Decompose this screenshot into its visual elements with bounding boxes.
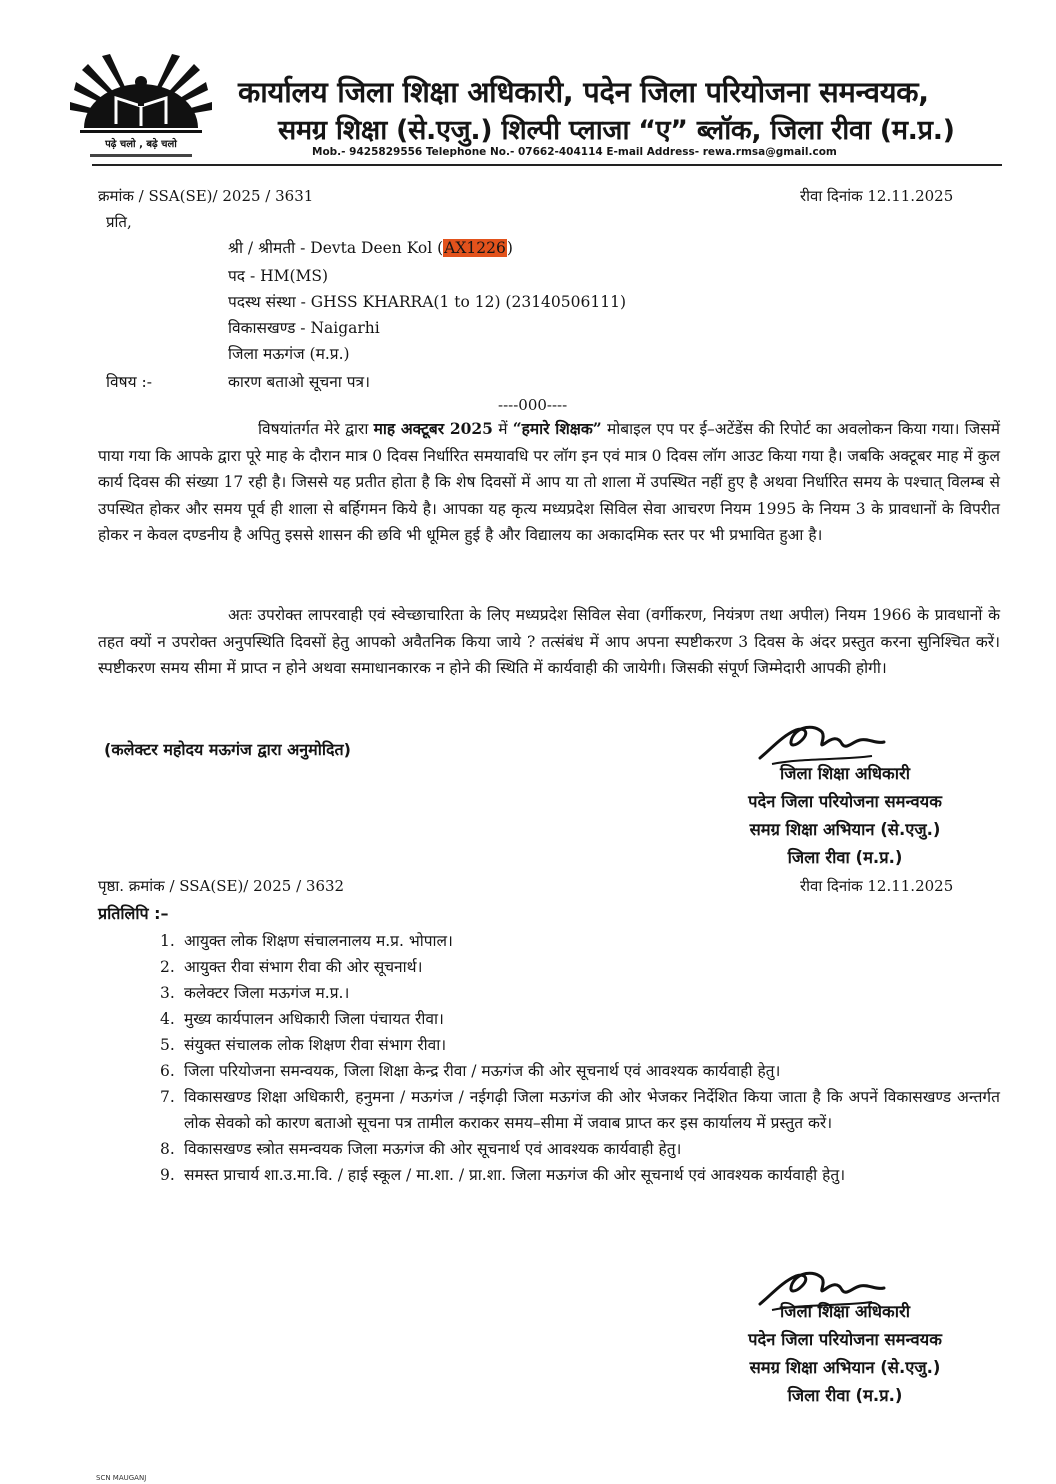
office-name-line2: समग्र शिक्षा (से.एजु.) शिल्पी प्लाजा “ए” ब्लॉक, जिला रीवा (म.प्र.) (278, 115, 955, 146)
letter-reference: क्रमांक / SSA(SE)/ 2025 / 3631 (98, 187, 314, 205)
to-label: प्रति, (106, 213, 132, 231)
office-name-line1: कार्यालय जिला शिक्षा अधिकारी, पदेन जिला परियोजना समन्वयक, (238, 75, 929, 109)
recipient-institution: पदस्थ संस्था - GHSS KHARRA(1 to 12) (23140506111) (228, 293, 627, 311)
recipient-block: विकासखण्ड - Naigarhi (228, 319, 380, 337)
office-contact-line: Mob.- 9425829556 Telephone No.- 07662-404114 E-mail Address- rewa.rmsa@gmail.com (312, 146, 837, 158)
recipient-name: श्री / श्रीमती - Devta Deen Kol (AX1226) (228, 239, 513, 257)
list-item: 5. संयुक्त संचालक लोक शिक्षण रीवा संभाग रीवा। (160, 1036, 447, 1054)
subject-text: कारण बताओ सूचना पत्र। (228, 373, 370, 391)
employee-code: AX1226 (444, 239, 506, 257)
header-rule (92, 164, 1002, 166)
list-item: 3. कलेक्टर जिला मऊगंज म.प्र.। (160, 984, 350, 1002)
body-paragraph-1: विषयांतर्गत मेरे द्वारा माह अक्टूबर 2025 में “हमारे शिक्षक” मोबाइल एप पर ई–अटेंडेंस की रिपोर्ट का अवलोकन किया गया। जिसमें पाया गया कि आपके द्वारा पूरे माह के दौरान मात्र 0 दिवस निर्धारित समयावधि पर लॉग इन एवं मात्र 0 दिवस लॉग आउट किया गया है। जबकि अक्टूबर माह में कुल कार्य दिवस की संख्या 17 रही है। जिससे यह प्रतीत होता है कि शेष दिवसों में आप या तो शाला में उपस्थित नहीं हुए है अथवा निर्धारित समय के पश्चात् विलम्ब से उपस्थित होकर और समय पूर्व ही शाला से बर्हिगमन किये है। आपका यह कृत्य मध्यप्रदेश सिविल सेवा आचरण नियम 1995 के नियम 3 के प्रावधानों के विपरीत होकर न केवल दण्डनीय है अपितु इससे शासन की छवि भी धूमिल हुई है और विद्यालय का अकादमिक स्तर पर भी प्रभावित हुआ है। (98, 419, 1001, 545)
list-item: 7. विकासखण्ड शिक्षा अधिकारी, हनुमना / मऊगंज / नईगढ़ी जिला मऊगंज की ओर भेजकर निर्देशित किया जाता है कि अपनें विकासखण्ड अन्तर्गत लोक सेवको को कारण बताओ सूचना पत्र तामील कराकर समय–सीमा में जवाब प्राप्त कर इस कार्यालय में प्रस्तुत करें। (160, 1088, 1000, 1132)
list-item: 4. मुख्य कार्यपालन अधिकारी जिला पंचायत रीवा। (160, 1010, 444, 1028)
collector-approval: (कलेक्टर महोदय मऊगंज द्वारा अनुमोदित) (104, 740, 351, 759)
copy-title: प्रतिलिपि :– (98, 904, 169, 923)
footer-mark: SCN MAUGANJ (96, 1474, 147, 1482)
copy-date: रीवा दिनांक 12.11.2025 (800, 877, 954, 895)
signature-block-1: जिला शिक्षा अधिकारी पदेन जिला परियोजना समन्वयक समग्र शिक्षा अभियान (से.एजु.) जिला रीवा (म.प्र.) (748, 764, 942, 867)
list-item: 8. विकासखण्ड स्त्रोत समन्वयक जिला मऊगंज की ओर सूचनार्थ एवं आवश्यक कार्यवाही हेतु। (160, 1140, 682, 1158)
list-item: 9. समस्त प्राचार्य शा.उ.मा.वि. / हाई स्कूल / मा.शा. / प्रा.शा. जिला मऊगंज की ओर सूचनार्थ एवं आवश्यक कार्यवाही हेतु। (160, 1166, 846, 1184)
copy-list (160, 928, 1000, 1188)
list-item: 6. जिला परियोजना समन्वयक, जिला शिक्षा केन्द्र रीवा / मऊगंज की ओर सूचनार्थ एवं आवश्यक कार्यवाही हेतु। (160, 1062, 781, 1080)
letter-date: रीवा दिनांक 12.11.2025 (800, 187, 954, 205)
separator: ----000---- (498, 396, 568, 414)
subject-label: विषय :- (106, 373, 152, 391)
signature-block-2: जिला शिक्षा अधिकारी पदेन जिला परियोजना समन्वयक समग्र शिक्षा अभियान (से.एजु.) जिला रीवा (म.प्र.) (748, 1302, 942, 1405)
recipient-district: जिला मऊगंज (म.प्र.) (228, 345, 350, 363)
logo-motto: पढ़े चलो , बढ़े चलो (105, 139, 177, 150)
recipient-post: पद - HM(MS) (228, 267, 329, 285)
list-item: 1. आयुक्त लोक शिक्षण संचालनालय म.प्र. भोपाल। (160, 932, 453, 950)
copy-reference: पृष्ठा. क्रमांक / SSA(SE)/ 2025 / 3632 (98, 877, 345, 895)
body-paragraph-2: अतः उपरोक्त लापरवाही एवं स्वेच्छाचारिता के लिए मध्यप्रदेश सिविल सेवा (वर्गीकरण, नियंत्रण तथा अपील) नियम 1966 के प्रावधानों के तहत क्यों न उपरोक्त अनुपस्थिति दिवसों हेतु आपको अवैतनिक किया जाये ? तत्संबंध में आप अपना स्पष्टीकरण 3 दिवस के अंदर प्रस्तुत करना सुनिश्चित करें। स्पष्टीकरण समय सीमा में प्राप्त न होने अथवा समाधानकारक न होने की स्थिति में कार्यवाही की जायेगी। जिसकी संपूर्ण जिम्मेदारी आपकी होगी। (98, 606, 1000, 678)
list-item: 2. आयुक्त रीवा संभाग रीवा की ओर सूचनार्थ। (160, 958, 423, 976)
department-logo-icon (66, 52, 216, 164)
